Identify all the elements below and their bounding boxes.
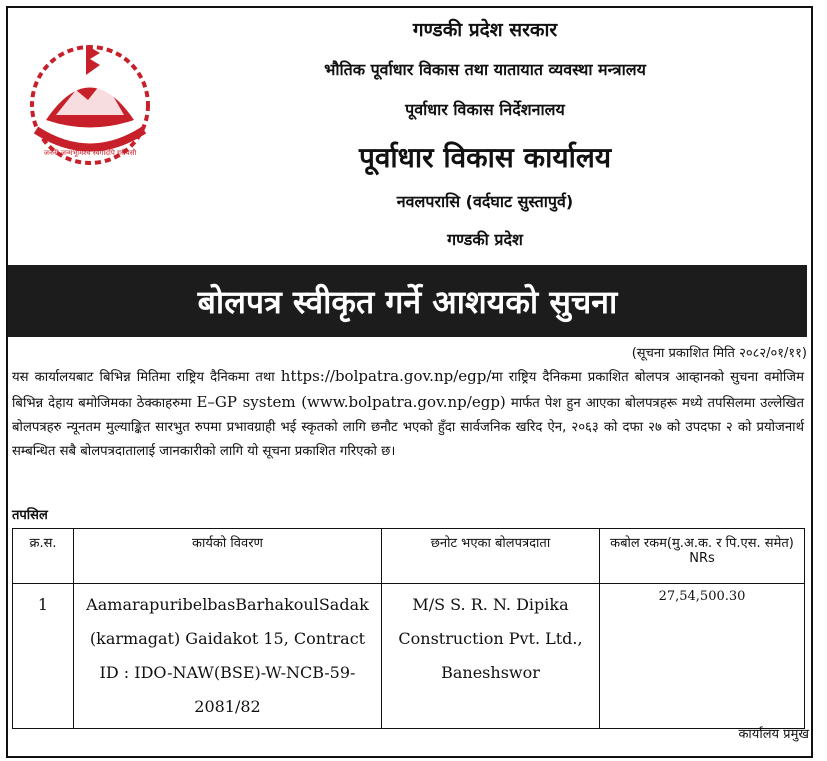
bid-table	[12, 528, 805, 729]
cell-amount: 27,54,500.30	[600, 584, 805, 729]
office-title: पूर्वाधार विकास कार्यालय	[358, 141, 612, 174]
table-row	[13, 584, 805, 729]
header-description: कार्यको विवरण	[74, 529, 382, 584]
header-sn: क्र.स.	[13, 529, 74, 584]
publication-date: (सूचना प्रकाशित मिति २०८२/०१/११)	[631, 346, 807, 361]
nepal-emblem-logo	[16, 35, 164, 175]
svg-text:जननी जन्मभूमिश्च स्वर्गादपि गर: जननी जन्मभूमिश्च स्वर्गादपि गरीयसी	[43, 149, 137, 157]
office-location: नवलपरासि (वर्दघाट सुस्तापुर्व)	[396, 192, 574, 211]
notice-text-1: यस कार्यालयबाट बिभिन्न मितिमा राष्ट्रिय दैनिकमा तथा	[12, 370, 275, 385]
ministry-title: भौतिक पूर्वाधार विकास तथा यातायात व्यवस्था मन्त्रालय	[324, 60, 646, 79]
signatory: कार्यालय प्रमुख	[738, 727, 809, 742]
cell-description: AamarapuribelbasBarhakoulSadak (karmagat) Gaidakot 15, Contract ID : IDO-NAW(BSE)-W-NCB-59-2081/82	[74, 584, 382, 729]
directorate-title: पूर्वाधार विकास निर्देशनालय	[405, 100, 565, 119]
banner-title: बोलपत्र स्वीकृत गर्ने आशयको सुचना	[197, 282, 618, 321]
notice-banner	[8, 265, 807, 337]
province-name: गण्डकी प्रदेश	[447, 230, 523, 249]
cell-sn: 1	[13, 584, 74, 729]
egp-system-link[interactable]: E–GP system (www.bolpatra.gov.np/egp)	[196, 393, 506, 411]
notice-text-2: मा राष्ट्रिय दैनिकमा प्रकाशित बोलपत्र आव्हानको सुचना वमोजिम बिभिन्न देहाय बमोजिमका ठेक्काहरुमा	[12, 370, 804, 411]
header-bidder: छनोट भएका बोलपत्रदाता	[382, 529, 600, 584]
table-header-row	[13, 529, 805, 584]
section-label: तपसिल	[12, 508, 48, 523]
egp-link[interactable]: https://bolpatra.gov.np/egp/	[280, 367, 492, 385]
header-amount: कबोल रकम(मु.अ.क. र पि.एस. समेत) NRs	[600, 529, 805, 584]
notice-paragraph	[12, 364, 804, 464]
government-title: गण्डकी प्रदेश सरकार	[412, 19, 558, 41]
cell-bidder: M/S S. R. N. Dipika Construction Pvt. Ltd., Baneshswor	[382, 584, 600, 729]
notice-text-3: मार्फत पेश हुन आएका बोलपत्रहरू मध्ये तपसिलमा उल्लेखित बोलपत्रहरु न्यूनतम मुल्याङ्कित सारभुत रुपमा प्रभावग्राही भई स्कृतको लागि छनौट भएको हुँदा सार्वजनिक खरिद ऐन, २०६३ को दफा २७ को उपदफा २ को प्रयोजनार्थ सम्बन्धित सबै बोलपत्रदातालाई जानकारीको लागि यो सूचना प्रकाशित गरिएको छ।	[12, 396, 804, 459]
